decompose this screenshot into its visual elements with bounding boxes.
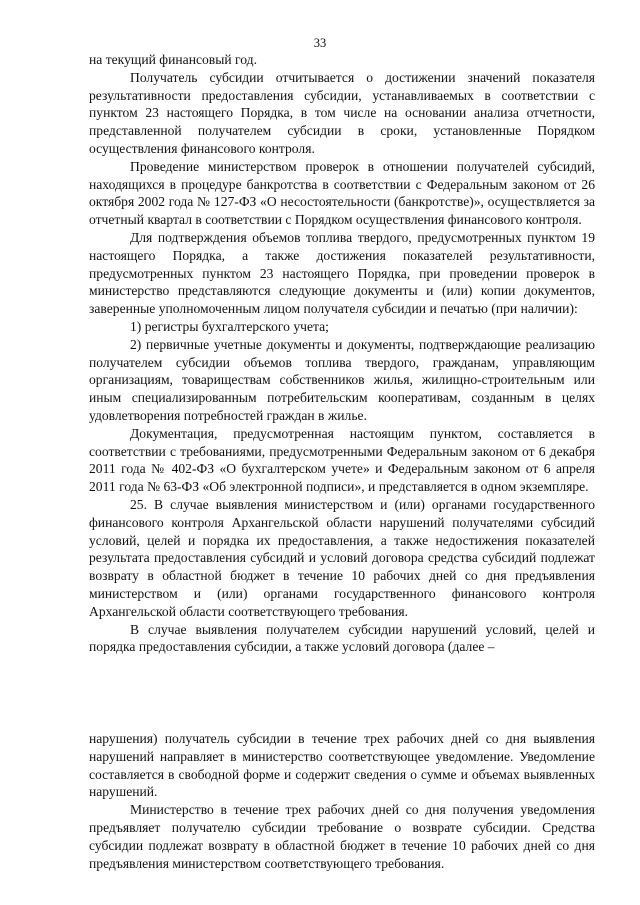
page-number: 33: [313, 36, 327, 50]
paragraph-documentation: Документация, предусмотренная настоящим пунктом, составляется в соответствии с требованиями, предусмотренными Федеральным законом от 6 декабря 2011 года № 402-ФЗ «О бухгалтерском учете» и Федеральным законом от 6 апреля 2011 года № 63-ФЗ «Об электронной подписи», и представляется в одном экземпляре.: [89, 425, 595, 495]
paragraph-continuation: на текущий финансовый год.: [89, 52, 257, 67]
document-body-top: [89, 51, 595, 656]
paragraph-ministry-demand: Министерство в течение трех рабочих дней со дня получения уведомления предъявляет получателю субсидии требование о возврате субсидии. Средства субсидии подлежат возврату в областной бюджет в течение 10 рабочих дней со дня предъявления министерством соответствующего требования.: [89, 802, 595, 871]
paragraph-reporting: Получатель субсидии отчитывается о достижении значений показателя результативности предоставления субсидии, устанавливаемых в соответствии с пунктом 23 настоящего Порядка, в том числе на основании анализа отчетности, представленной получателем субсидии в сроки, установленные Порядком осуществления финансового контроля.: [89, 69, 595, 156]
list-item-accounting-registers: 1) регистры бухгалтерского учета;: [130, 318, 329, 334]
paragraph-bankruptcy-checks: Проведение министерством проверок в отношении получателей субсидий, находящихся в процедуре банкротства в соответствии с Федеральным законом от 26 октября 2002 года № 127-ФЗ «О несостоятельности (банкротстве)», осуществляется за отчетный квартал в соответствии с Порядком осуществления финансового контроля.: [89, 158, 595, 228]
document-body-bottom: [89, 730, 595, 872]
list-item-primary-documents: 2) первичные учетные документы и документы, подтверждающие реализацию получателем субсидии объемов топлива твердого, гражданам, управляющим организациям, товариществам собственников жилья, жилищно-строительным или иным специализированным потребительским кооперативам, созданным в целях удовлетворения потребностей граждан в жилье.: [89, 336, 595, 423]
paragraph-section-25: 25. В случае выявления министерством и (или) органами государственного финансового контроля Архангельской области нарушений получателями субсидий условий, целей и порядка их предоставления, а также недостижения показателей результата предоставления субсидий и условий договора средства субсидий подлежат возврату в областной бюджет в течение 10 рабочих дней со дня предъявления министерством и (или) органами государственного финансового контроля Архангельской области соответствующего требования.: [89, 496, 595, 619]
paragraph-violations-start: В случае выявления получателем субсидии нарушений условий, целей и порядка предоставления субсидии, а также условий договора (далее –: [89, 621, 595, 655]
paragraph-violations-continued: нарушения) получатель субсидии в течение трех рабочих дней со дня выявления нарушений направляет в министерство соответствующее уведомление. Уведомление составляется в свободной форме и содержит сведения о сумме и объемах выявленных нарушений.: [89, 731, 595, 800]
paragraph-documents-intro: Для подтверждения объемов топлива твердого, предусмотренных пунктом 19 настоящего Порядка, а также достижения показателей результативности, предусмотренных пунктом 23 настоящего Порядка, при проведении проверок в министерство представляются следующие документы и (или) копии документов, заверенные уполномоченным лицом получателя субсидии и печатью (при наличии):: [89, 229, 595, 317]
